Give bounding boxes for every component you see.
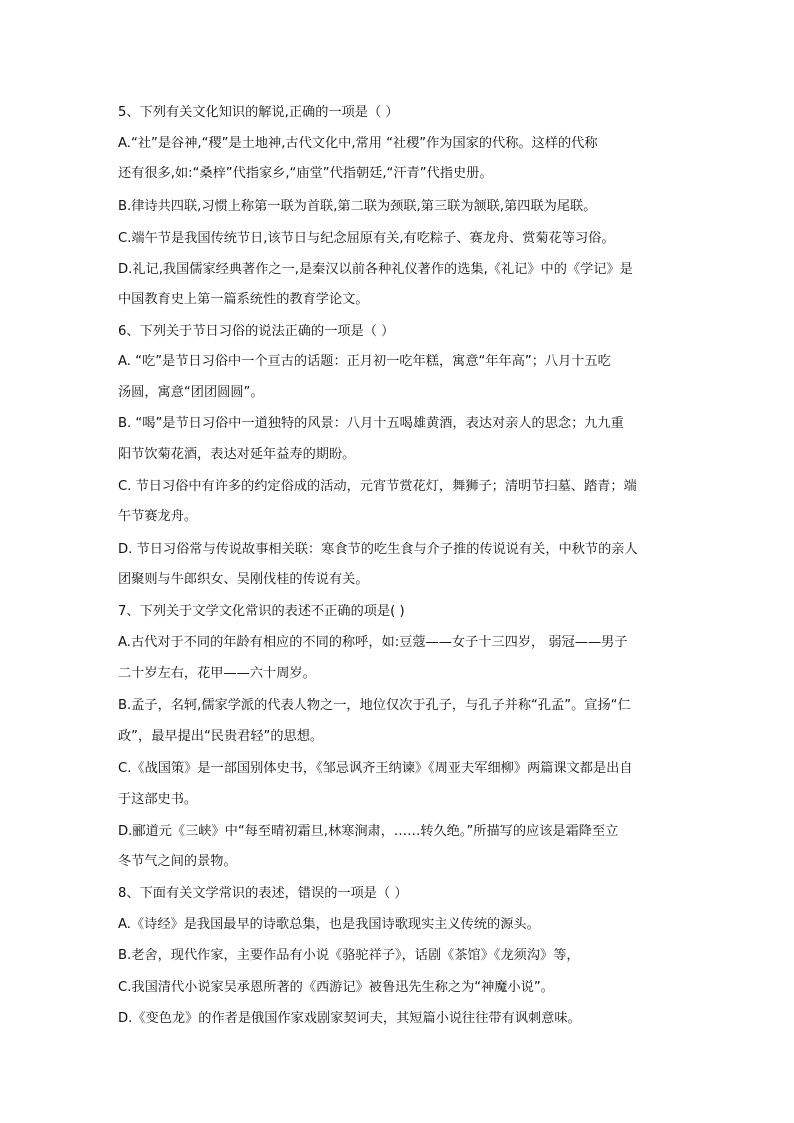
question-5-option-d: D.礼记,我国儒家经典著作之一,是秦汉以前各种礼仪著作的选集,《礼记》中的《学记》是 xyxy=(118,262,633,277)
question-5-option-a-cont: 还有很多,如:“桑梓”代指家乡,“庙堂”代指朝廷,“汗青”代指史册。 xyxy=(118,166,493,181)
question-7-option-c-cont: 于这部史书。 xyxy=(118,792,198,807)
question-7-stem: 7、下列关于文学文化常识的表述不正确的项是( ) xyxy=(118,604,405,619)
question-8-option-d: D.《变色龙》的作者是俄国作家戏剧家契诃夫，其短篇小说往往带有讽刺意味。 xyxy=(118,1011,581,1026)
question-6-option-c: C. 节日习俗中有许多的约定俗成的活动，元宵节赏花灯，舞狮子；清明节扫墓、踏青；端 xyxy=(118,479,637,494)
question-7-option-a: A.古代对于不同的年龄有相应的不同的称呼，如:豆蔻——女子十三四岁， 弱冠——男子 xyxy=(118,635,628,650)
question-7-option-b: B.孟子，名轲,儒家学派的代表人物之一，地位仅次于孔子，与孔子并称“孔孟”。宣扬“仁 xyxy=(118,698,631,713)
question-6-option-a: A. “吃”是节日习俗中一个亘古的话题：正月初一吃年糕，寓意“年年高”；八月十五吃 xyxy=(118,354,611,369)
question-8-option-b: B.老舍，现代作家，主要作品有小说《骆驼祥子》，话剧《茶馆》《龙须沟》等， xyxy=(118,948,580,963)
question-5-option-a: A.“社”是谷神,“稷”是土地神,古代文化中,常用 “社稷”作为国家的代称。这样的代称 xyxy=(118,136,598,151)
question-6-option-b: B. “喝”是节日习俗中一道独特的风景：八月十五喝雄黄酒，表达对亲人的思念；九九重 xyxy=(118,416,624,431)
question-5-option-d-cont: 中国教育史上第一篇系统性的教育学论文。 xyxy=(118,292,369,307)
question-7-option-d-cont: 冬节气之间的景物。 xyxy=(118,854,237,869)
question-7-option-b-cont: 政”，最早提出“民贵君轻”的思想。 xyxy=(118,729,324,744)
question-6-option-d-cont: 团聚则与牛郎织女、吴刚伐桂的传说有关。 xyxy=(118,572,369,587)
question-6-option-b-cont: 阳节饮菊花酒，表达对延年益寿的期盼。 xyxy=(118,447,356,462)
question-6-stem: 6、下列关于节日习俗的说法正确的一项是（ ） xyxy=(118,324,395,339)
question-7-option-a-cont: 二十岁左右，花甲——六十周岁。 xyxy=(118,666,316,681)
question-7-option-c: C.《战国策》是一部国别体史书，《邹忌讽齐王纳谏》《周亚夫军细柳》两篇课文都是出自 xyxy=(118,761,633,776)
question-6-option-c-cont: 午节赛龙舟。 xyxy=(118,509,198,524)
question-8-option-c: C.我国清代小说家吴承恩所著的《西游记》被鲁迅先生称之为“神魔小说”。 xyxy=(118,980,554,995)
question-5-stem: 5、下列有关文化知识的解说,正确的一项是（ ） xyxy=(118,105,399,120)
question-8-option-a: A.《诗经》是我国最早的诗歌总集，也是我国诗歌现实主义传统的源头。 xyxy=(118,917,540,932)
question-5-option-b: B.律诗共四联,习惯上称第一联为首联,第二联为颈联,第三联为颔联,第四联为尾联。 xyxy=(118,199,597,214)
question-8-stem: 8、下面有关文学常识的表述，错误的一项是（ ） xyxy=(118,886,408,901)
question-5-option-c: C.端午节是我国传统节日,该节日与纪念屈原有关,有吃粽子、赛龙舟、赏菊花等习俗。 xyxy=(118,231,615,246)
question-6-option-d: D. 节日习俗常与传说故事相关联：寒食节的吃生食与介子推的传说说有关，中秋节的亲人 xyxy=(118,542,638,557)
question-6-option-a-cont: 汤圆，寓意“团团圆圆”。 xyxy=(118,385,264,400)
question-7-option-d: D.郦道元《三峡》中“每至晴初霜旦,林寒涧肃，……转久绝。”所描写的应该是霜降至立 xyxy=(118,824,619,839)
